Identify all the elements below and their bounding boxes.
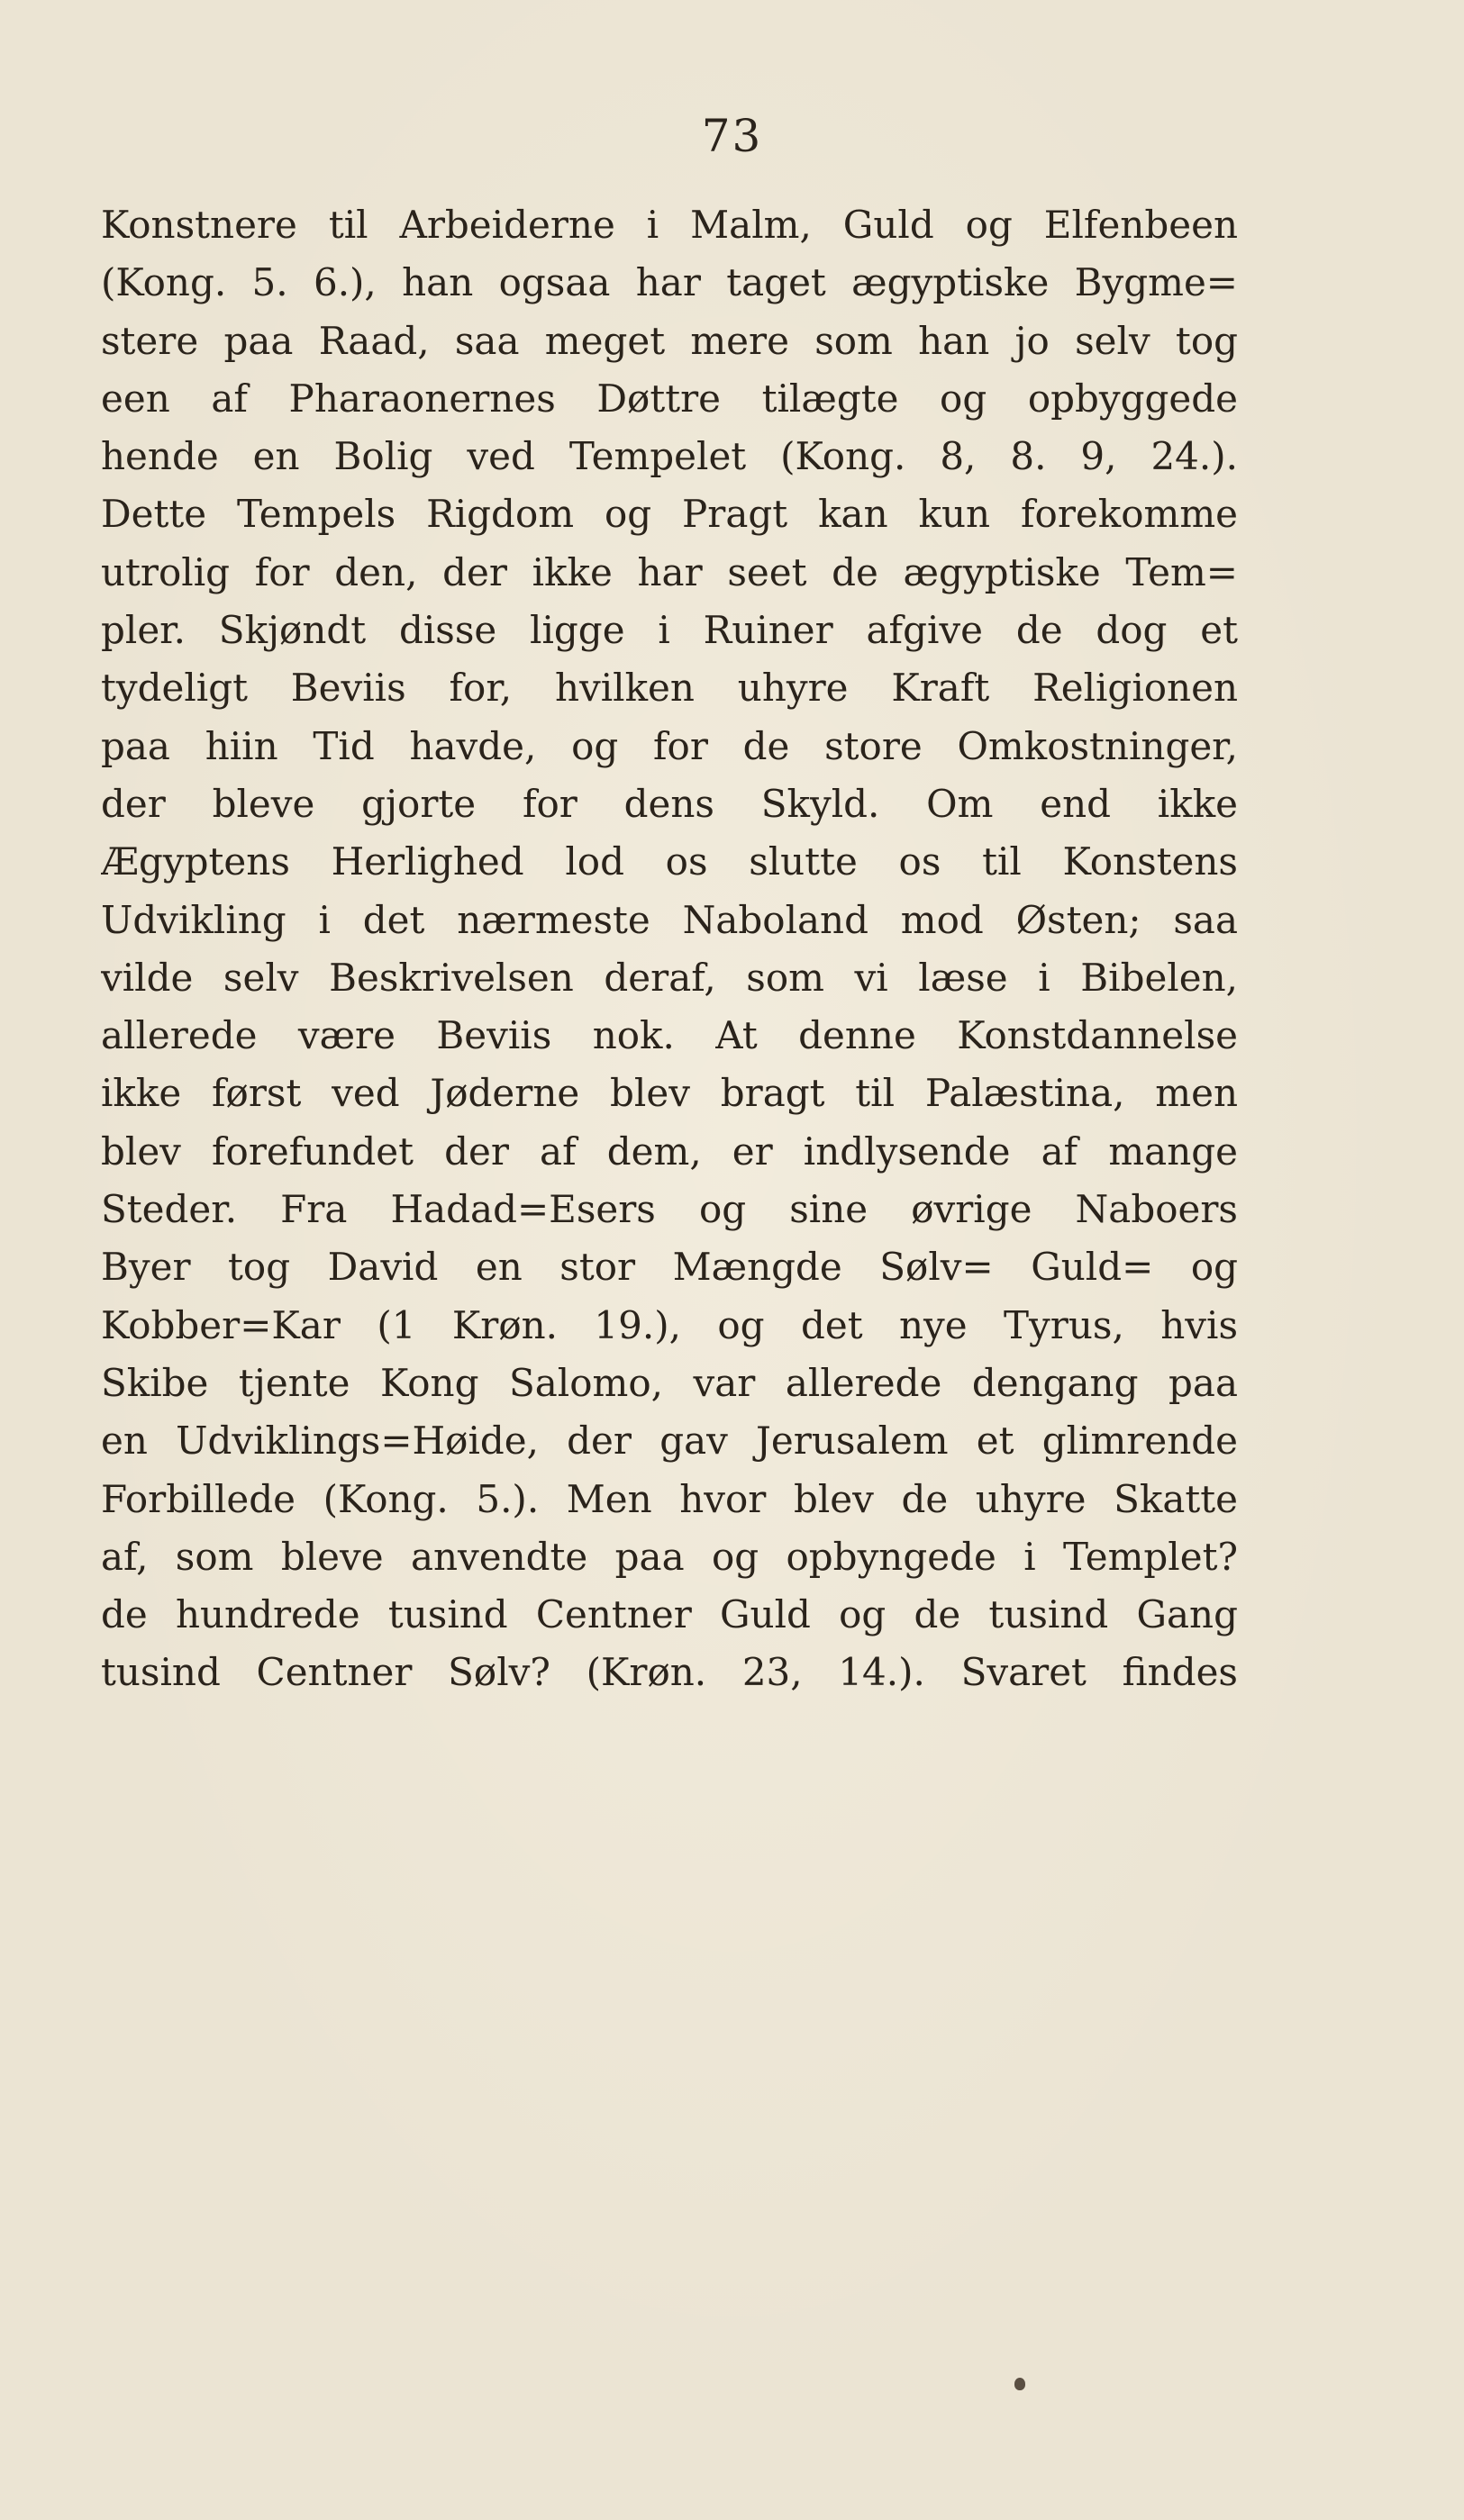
text-line: (Kong. 5. 6.), han ogsaa har taget ægyptiske Bygme= <box>101 260 1238 305</box>
text-line: paa hiin Tid havde, og for de store Omkostninger, <box>101 723 1238 768</box>
text-line: Forbillede (Kong. 5.). Men hvor blev de uhyre Skatte <box>101 1476 1238 1521</box>
text-line: tydeligt Beviis for, hvilken uhyre Kraft Religionen <box>101 666 1238 711</box>
text-line: vilde selv Beskrivelsen deraf, som vi læse i Bibelen, <box>101 955 1238 1000</box>
text-line: utrolig for den, der ikke har seet de ægyptiske Tem= <box>101 549 1238 594</box>
text-line: de hundrede tusind Centner Guld og de tusind Gang <box>101 1592 1238 1637</box>
text-line: tusind Centner Sølv? (Krøn. 23, 14.). Svaret findes <box>101 1650 1238 1695</box>
text-line: af, som bleve anvendte paa og opbyngede i Templet? <box>101 1534 1238 1579</box>
text-line: Steder. Fra Hadad=Esers og sine øvrige Naboers <box>101 1187 1238 1232</box>
text-line: Byer tog David en stor Mængde Sølv= Guld= og <box>101 1245 1238 1290</box>
text-line: een af Pharaonernes Døttre tilægte og opbyggede <box>101 376 1238 421</box>
text-line: der bleve gjorte for dens Skyld. Om end ikke <box>101 781 1238 826</box>
text-line: ikke først ved Jøderne blev bragt til Palæstina, men <box>101 1071 1238 1116</box>
text-line: blev forefundet der af dem, er indlysende af mange <box>101 1129 1238 1174</box>
ink-dot-ornament <box>1014 2378 1025 2390</box>
body-text <box>101 196 1238 1702</box>
text-line: Kobber=Kar (1 Krøn. 19.), og det nye Tyrus, hvis <box>101 1302 1238 1347</box>
text-line: Ægyptens Herlighed lod os slutte os til Konstens <box>101 839 1238 884</box>
text-line: allerede være Beviis nok. At denne Konstdannelse <box>101 1013 1238 1058</box>
text-line: stere paa Raad, saa meget mere som han jo selv tog <box>101 318 1238 363</box>
text-line: pler. Skjøndt disse ligge i Ruiner afgive de dog et <box>101 608 1238 653</box>
text-line: en Udviklings=Høide, der gav Jerusalem et glimrende <box>101 1419 1238 1464</box>
page-number: 73 <box>701 110 763 162</box>
text-line: Konstnere til Arbeiderne i Malm, Guld og Elfenbeen <box>101 203 1238 247</box>
text-line: hende en Bolig ved Tempelet (Kong. 8, 8. 9, 24.). <box>101 434 1238 479</box>
text-line: Skibe tjente Kong Salomo, var allerede dengang paa <box>101 1360 1238 1405</box>
text-line: Dette Tempels Rigdom og Pragt kan kun forekomme <box>101 492 1238 537</box>
text-line: Udvikling i det nærmeste Naboland mod Østen; saa <box>101 897 1238 942</box>
